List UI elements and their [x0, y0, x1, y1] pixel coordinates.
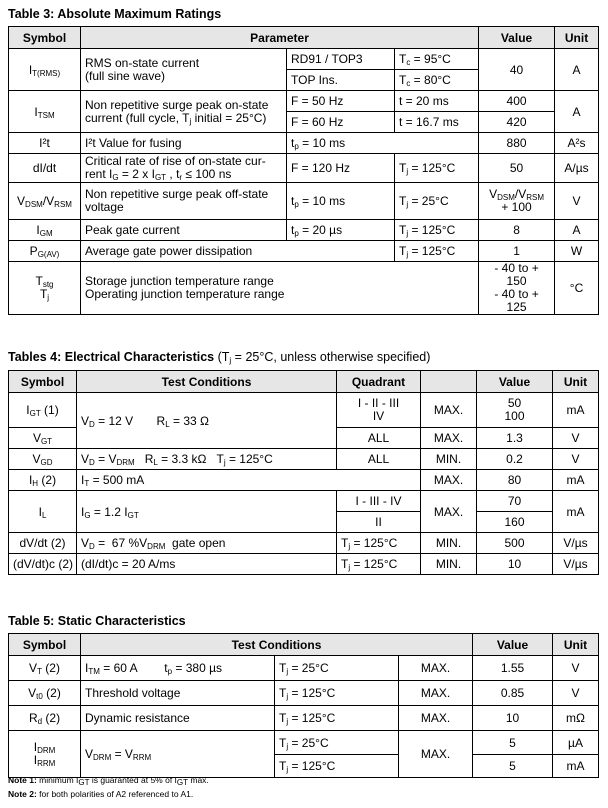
unit-vt0: V [553, 681, 599, 706]
symbol-dvdt: dV/dt (2) [9, 533, 77, 554]
symbol-il: $I_L$ [9, 491, 77, 533]
th-value: Value [479, 27, 555, 49]
param-pgav: Average gate power dissipation [81, 241, 395, 262]
th4-blank [421, 371, 477, 393]
table4-title: Tables 4: Electrical Characteristics ($T_j = 25^\circ C$, unless otherwise specified) [8, 350, 431, 365]
row-didt [9, 154, 599, 183]
unit-dvdtc: V/µs [553, 554, 599, 575]
symbol-igt: $I_{GT}$ (1) [9, 393, 77, 428]
value-igm: 8 [479, 220, 555, 241]
quadrant-il-1: I - III - IV [337, 491, 421, 512]
table4-electrical [8, 370, 599, 575]
quadrant-vgd: ALL [337, 449, 421, 470]
table4-title-note: ($T_j = 25^\circ C$, unless otherwise specified) [217, 350, 431, 365]
unit-i2t: A²s [555, 133, 599, 154]
value-it-rms: 40 [479, 49, 555, 91]
cond-rd91-top3: RD91 / TOP3 [287, 49, 395, 70]
th-unit: Unit [555, 27, 599, 49]
row-igt [9, 393, 599, 428]
limit-vgt: MAX. [421, 428, 477, 449]
cond-vt0: Threshold voltage [81, 681, 275, 706]
cond-rd: Dynamic resistance [81, 706, 275, 731]
cond2-idrm-125: $T_j = 125^\circ C$ [275, 755, 399, 778]
th4-value: Value [477, 371, 553, 393]
cond-vgd: $V_D = V_{DRM}$ $R_L = 3.3$ kΩ $T_j = 125^\circ C$ [77, 449, 337, 470]
th5-symbol: Symbol [9, 634, 81, 656]
cond-t20: t = 20 ms [395, 91, 479, 112]
value-idrm-1: 5 [473, 731, 553, 755]
th4-unit: Unit [553, 371, 599, 393]
unit-it-rms: A [555, 49, 599, 91]
row-i2t [9, 133, 599, 154]
th-parameter: Parameter [81, 27, 479, 49]
row-itsm [9, 91, 599, 112]
unit-rd: mΩ [553, 706, 599, 731]
value-idrm-2: 5 [473, 755, 553, 778]
symbol-i2t: I²t [9, 133, 81, 154]
unit-idrm-2: mA [553, 755, 599, 778]
limit-dvdtc: MIN. [421, 554, 477, 575]
row-idrm [9, 731, 599, 755]
limit-ih: MAX. [421, 470, 477, 491]
cond-il: $I_G = 1.2$ $I_{GT}$ [77, 491, 337, 533]
value-vgd: 0.2 [477, 449, 553, 470]
cond2-rd: $T_j = 125^\circ C$ [275, 706, 399, 731]
note-1: Note 1: minimum $I_{GT}$ is guaranted at 5% of $I_{GT}$ max. [8, 775, 209, 787]
quadrant-vgt: ALL [337, 428, 421, 449]
cond2-vt0: $T_j = 125^\circ C$ [275, 681, 399, 706]
cond2-idrm-25: $T_j = 25^\circ C$ [275, 731, 399, 755]
unit-pgav: W [555, 241, 599, 262]
cond-dvdtc: (dI/dt)c = 20 A/ms [77, 554, 337, 575]
th4-quadrant: Quadrant [337, 371, 421, 393]
symbol-idrm-irrm: $I_{DRM}$ $I_{RRM}$ [9, 731, 81, 778]
symbol-it-rms: $I_{T(RMS)}$ [9, 49, 81, 91]
value-itsm-50: 400 [479, 91, 555, 112]
limit-vt: MAX. [399, 656, 473, 681]
unit-tstg-tj: °C [555, 262, 599, 315]
cond-idrm: $V_{DRM} = V_{RRM}$ [81, 731, 275, 778]
value-itsm-60: 420 [479, 112, 555, 133]
th5-value: Value [473, 634, 553, 656]
symbol-vt: $V_T$ (2) [9, 656, 81, 681]
cond-f120: F = 120 Hz [287, 154, 395, 183]
row-il [9, 491, 599, 512]
unit-ih: mA [553, 470, 599, 491]
value-igt: 50 100 [477, 393, 553, 428]
th4-symbol: Symbol [9, 371, 77, 393]
unit-igm: A [555, 220, 599, 241]
row-ih [9, 470, 599, 491]
row-vgd [9, 449, 599, 470]
row-igm [9, 220, 599, 241]
cond-tj25-vdsm: $T_j = 25^\circ C$ [395, 183, 479, 220]
cond-tj125-igm: $T_j = 125^\circ C$ [395, 220, 479, 241]
value-vgt: 1.3 [477, 428, 553, 449]
value-pgav: 1 [479, 241, 555, 262]
limit-vgd: MIN. [421, 449, 477, 470]
table3-title: Table 3: Absolute Maximum Ratings [8, 7, 222, 21]
param-didt: Critical rate of rise of on-state cur- rent $I_G = 2$ x $I_{GT}$ , $t_r \le 100$ ns [81, 154, 287, 183]
note-2: Note 2: for both polarities of A2 referenced to A1. [8, 789, 194, 799]
row-it-rms [9, 49, 599, 70]
param-igm: Peak gate current [81, 220, 287, 241]
symbol-tstg-tj: $T_{stg}$ $T_j$ [9, 262, 81, 315]
cond-tc80: $T_c = 80^\circ C$ [395, 70, 479, 91]
value-i2t: 880 [479, 133, 555, 154]
cond-vt: $I_{TM} = 60$ A $t_p = 380$ µs [81, 656, 275, 681]
symbol-rd: $R_d$ (2) [9, 706, 81, 731]
limit-dvdt: MIN. [421, 533, 477, 554]
unit-vdsm: V [555, 183, 599, 220]
quadrant-igt: I - II - III IV [337, 393, 421, 428]
unit-didt: A/µs [555, 154, 599, 183]
unit-vgd: V [553, 449, 599, 470]
table3-absolute-max-ratings [8, 26, 599, 315]
value-tstg-tj: - 40 to + 150 - 40 to + 125 [479, 262, 555, 315]
symbol-vgt: $V_{GT}$ [9, 428, 77, 449]
limit-vt0: MAX. [399, 681, 473, 706]
value-dvdtc: 10 [477, 554, 553, 575]
row-pgav [9, 241, 599, 262]
symbol-ih: $I_H$ (2) [9, 470, 77, 491]
symbol-pgav: $P_{G(AV)}$ [9, 241, 81, 262]
param-i2t: I²t Value for fusing [81, 133, 287, 154]
limit-idrm: MAX. [399, 731, 473, 778]
th5-unit: Unit [553, 634, 599, 656]
row-vdsm [9, 183, 599, 220]
cond-f60: F = 60 Hz [287, 112, 395, 133]
cond-i2t: $t_p = 10$ ms [287, 133, 479, 154]
symbol-vgd: $V_{GD}$ [9, 449, 77, 470]
param-tstg-tj: Storage junction temperature range Operating junction temperature range [81, 262, 479, 315]
quadrant-il-2: II [337, 512, 421, 533]
value-il-2: 160 [477, 512, 553, 533]
unit-itsm: A [555, 91, 599, 133]
value-ih: 80 [477, 470, 553, 491]
row-dvdtc [9, 554, 599, 575]
cond-dvdt: $V_D = 67$ $\%V_{DRM}$ gate open [77, 533, 337, 554]
cond-t167: t = 16.7 ms [395, 112, 479, 133]
row-rd [9, 706, 599, 731]
cond-f50: F = 50 Hz [287, 91, 395, 112]
cond-tj125-pgav: $T_j = 125^\circ C$ [395, 241, 479, 262]
cond-tp10-vdsm: $t_p = 10$ ms [287, 183, 395, 220]
limit-il: MAX. [421, 491, 477, 533]
unit-vt: V [553, 656, 599, 681]
limit-igt: MAX. [421, 393, 477, 428]
symbol-vt0: $V_{t0}$ (2) [9, 681, 81, 706]
cond2-dvdt: $T_j = 125^\circ C$ [337, 533, 421, 554]
th4-test: Test Conditions [77, 371, 337, 393]
cond-ih: $I_T = 500$ mA [77, 470, 421, 491]
value-il-1: 70 [477, 491, 553, 512]
value-didt: 50 [479, 154, 555, 183]
value-vt: 1.55 [473, 656, 553, 681]
row-tstg [9, 262, 599, 315]
value-dvdt: 500 [477, 533, 553, 554]
symbol-vdsm: $V_{DSM}/V_{RSM}$ [9, 183, 81, 220]
table5-static [8, 633, 599, 778]
unit-idrm-1: µA [553, 731, 599, 755]
cond2-vt: $T_j = 25^\circ C$ [275, 656, 399, 681]
th5-test: Test Conditions [81, 634, 473, 656]
param-itsm: Non repetitive surge peak on-state current (full cycle, $T_j$ initial = 25°C) [81, 91, 287, 133]
value-vdsm: $V_{DSM}/V_{RSM}$ + 100 [479, 183, 555, 220]
table5-title: Table 5: Static Characteristics [8, 614, 186, 628]
cond-tc95: $T_c = 95^\circ C$ [395, 49, 479, 70]
symbol-didt: dI/dt [9, 154, 81, 183]
unit-dvdt: V/µs [553, 533, 599, 554]
cond2-dvdtc: $T_j = 125^\circ C$ [337, 554, 421, 575]
unit-il: mA [553, 491, 599, 533]
limit-rd: MAX. [399, 706, 473, 731]
symbol-itsm: $I_{TSM}$ [9, 91, 81, 133]
row-vt [9, 656, 599, 681]
cond-tj125-didt: $T_j = 125^\circ C$ [395, 154, 479, 183]
param-vdsm: Non repetitive surge peak off-state voltage [81, 183, 287, 220]
cond-top-ins: TOP Ins. [287, 70, 395, 91]
cond-tp20: $t_p = 20$ µs [287, 220, 395, 241]
symbol-igm: $I_{GM}$ [9, 220, 81, 241]
value-rd: 10 [473, 706, 553, 731]
row-dvdt [9, 533, 599, 554]
th-symbol: Symbol [9, 27, 81, 49]
cond-vd12-rl33: $V_D = 12$ V $R_L = 33$ Ω [77, 393, 337, 449]
value-vt0: 0.85 [473, 681, 553, 706]
param-it-rms: RMS on-state current (full sine wave) [81, 49, 287, 91]
unit-igt: mA [553, 393, 599, 428]
unit-vgt: V [553, 428, 599, 449]
row-vt0 [9, 681, 599, 706]
symbol-dvdtc: (dV/dt)c (2) [9, 554, 77, 575]
